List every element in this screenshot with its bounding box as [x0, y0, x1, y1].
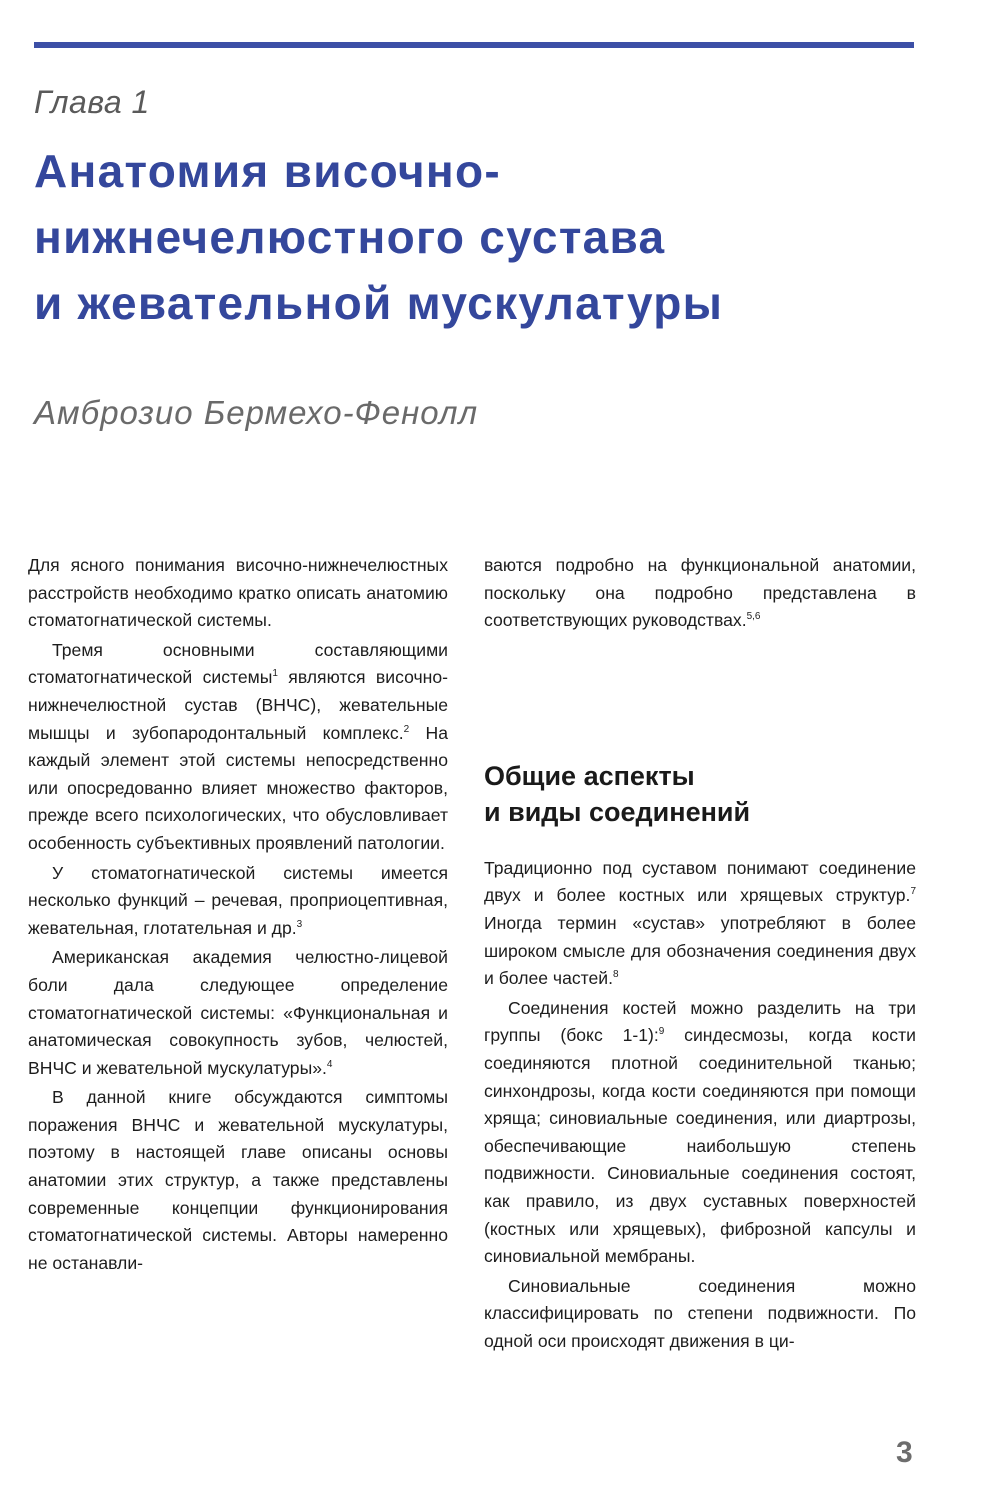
paragraph-text: У стоматогнатической системы имеется несколько функций – речевая, проприоцептивная, жевательная, глотательная и др. — [28, 862, 448, 938]
paragraph — [484, 855, 916, 993]
paragraph — [484, 552, 916, 635]
paragraph-text: Традиционно под суставом понимают соединение двух и более костных или хрящевых структур. — [484, 857, 916, 906]
paragraph-text: В данной книге обсуждаются симптомы поражения ВНЧС и жевательной мускулатуры, поэтому в настоящей главе описаны основы анатомии этих структур, а также представлены современные концепции функционирования стоматогнатической системы. Авторы намеренно не останавли- — [28, 1087, 448, 1273]
paragraph — [28, 1084, 448, 1277]
section-heading-line: и виды соединений — [484, 796, 751, 827]
paragraph-text: являются височно-нижнечелюстной сустав (ВНЧС), жевательные мышцы и зубопародонтальный комплекс. — [28, 667, 448, 743]
reference-mark: 9 — [658, 1026, 665, 1038]
paragraph-text: ваются подробно на функциональной анатомии, поскольку она подробно представлена в соответствующих руководствах. — [484, 555, 916, 631]
paragraph — [28, 552, 448, 635]
paragraph-text: Иногда термин «сустав» употребляют в более широком смысле для обозначения соединения двух и более частей. — [484, 912, 916, 989]
chapter-author: Амброзио Бермехо-Фенолл — [34, 394, 479, 431]
left-text-column — [28, 552, 448, 1279]
paragraph-text: Синовиальные соединения можно классифицировать по степени подвижности. По одной оси происходят движения в ци- — [484, 1275, 916, 1351]
reference-mark: 4 — [326, 1058, 333, 1070]
chapter-title-line: и жевательной мускулатуры — [34, 277, 724, 329]
section-heading-line: Общие аспекты — [484, 760, 695, 791]
paragraph-text: синдесмозы, когда кости соединяются плотной соединительной тканью; синхондрозы, когда кости соединяются при помощи хряща; синовиальные соединения, или диартрозы, обеспечивающие наибольшую степень подвижности. Синовиальные соединения состоят, как правило, из двух суставных поверхностей (костных или хрящевых), фиброзной капсулы и синовиальной мембраны. — [484, 1025, 916, 1267]
chapter-title — [34, 138, 934, 336]
reference-mark: 1 — [272, 668, 278, 680]
reference-mark: 8 — [613, 969, 619, 981]
paragraph — [484, 1273, 916, 1356]
chapter-title-line: нижнечелюстного сустава — [34, 211, 666, 263]
paragraph-text: Американская академия челюстно-лицевой боли дала следующее определение стоматогнатической системы: «Функциональная и анатомическая совокупность зубов, челюстей, ВНЧС и жевательной мускулатуры». — [28, 947, 448, 1078]
reference-mark: 7 — [910, 886, 916, 898]
chapter-label: Глава 1 — [34, 84, 150, 120]
paragraph — [28, 944, 448, 1082]
paragraph-text: Тремя основными составляющими стоматогнатической системы — [28, 639, 448, 688]
paragraph — [28, 860, 448, 943]
right-text-column — [484, 552, 916, 1357]
section-heading — [484, 758, 916, 830]
paragraph — [484, 995, 916, 1271]
paragraph-text: Для ясного понимания височно-нижнечелюстных расстройств необходимо кратко описать анатомию стоматогнатической системы. — [28, 555, 448, 631]
reference-mark: 3 — [296, 918, 303, 930]
chapter-top-rule — [34, 42, 914, 48]
chapter-title-line: Анатомия височно- — [34, 145, 502, 197]
page-number: 3 — [896, 1436, 913, 1469]
paragraph-text: На каждый элемент этой системы непосредственно или опосредованно влияет множество факторов, прежде всего психологических, что обусловливает особенность субъективных проявлений патологии. — [28, 722, 448, 853]
paragraph-text: Соединения костей можно разделить на три группы (бокс 1-1): — [484, 997, 916, 1046]
reference-mark: 2 — [403, 723, 410, 735]
paragraph — [28, 637, 448, 858]
reference-mark: 5,6 — [746, 611, 761, 623]
